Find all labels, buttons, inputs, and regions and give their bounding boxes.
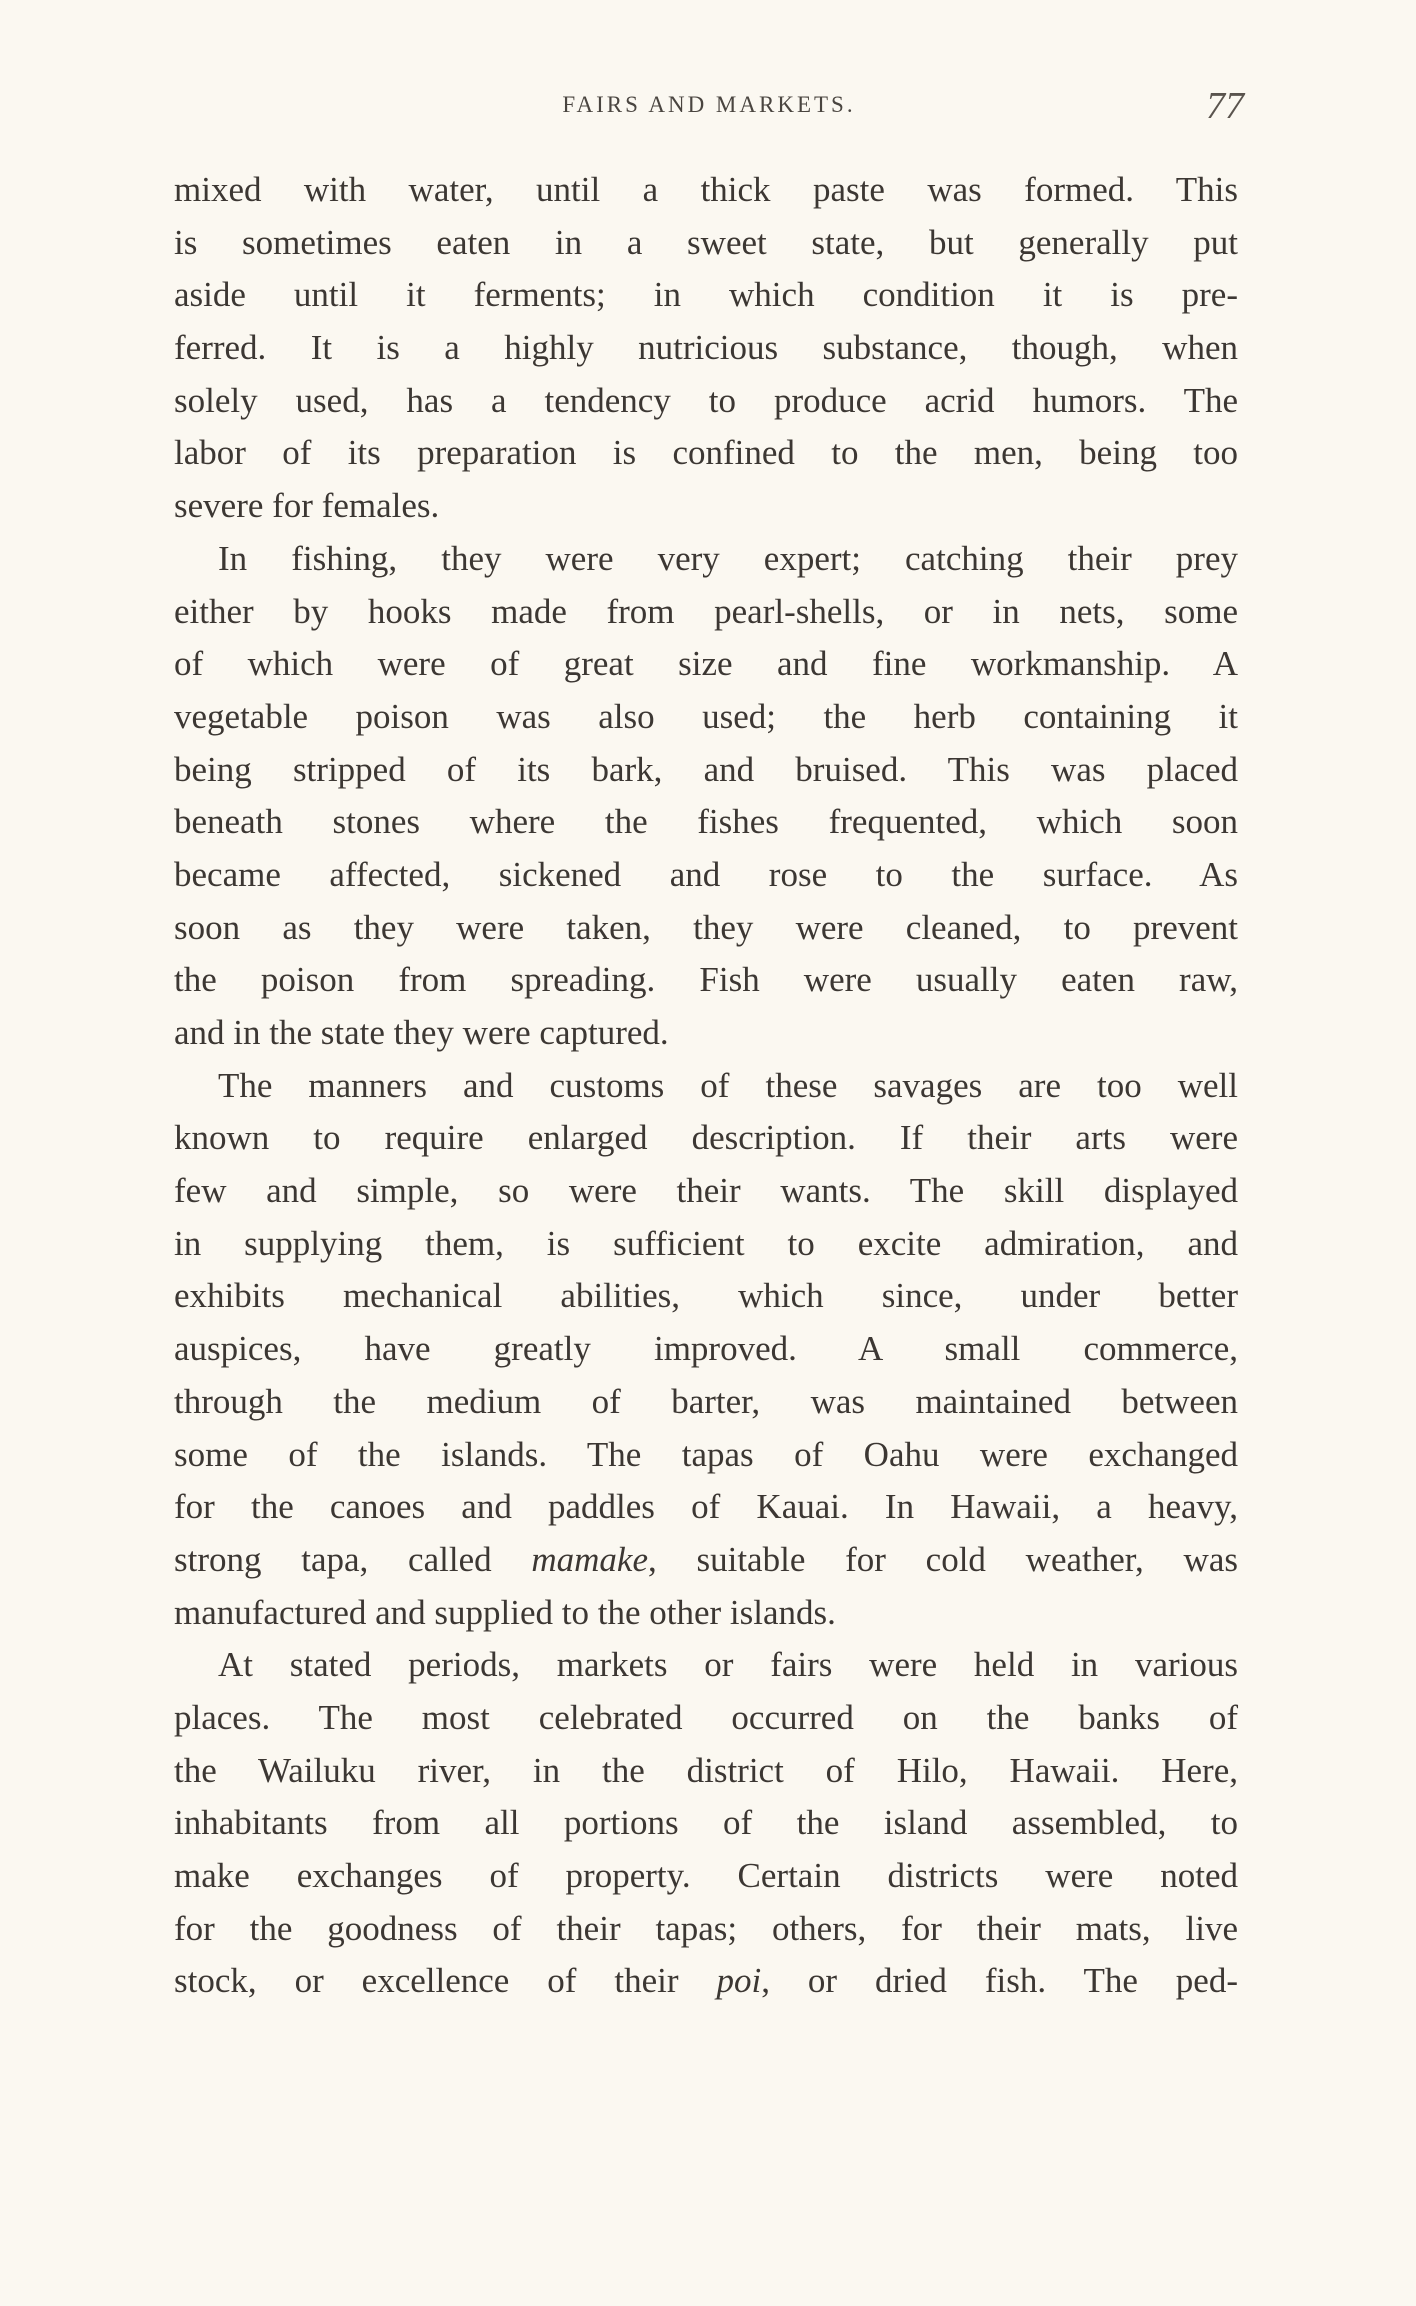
chapter-running-title: FAIRS AND MARKETS. <box>562 92 856 117</box>
body-text <box>174 164 1238 2008</box>
text-line: became affected, sickened and rose to the surface. As <box>174 854 1238 894</box>
text-line: At stated periods, markets or fairs were held in various <box>218 1645 1238 1685</box>
text-line: and in the state they were captured. <box>174 1013 669 1052</box>
text-line: In fishing, they were very expert; catching their prey <box>218 538 1238 578</box>
text-line: in supplying them, is sufficient to excite admiration, and <box>174 1223 1238 1263</box>
text-line: some of the islands. The tapas of Oahu were exchanged <box>174 1434 1238 1474</box>
text-line: known to require enlarged description. If their arts were <box>174 1118 1238 1158</box>
text-line: solely used, has a tendency to produce acrid humors. The <box>174 380 1238 420</box>
text-line: for the canoes and paddles of Kauai. In Hawaii, a heavy, <box>174 1487 1238 1527</box>
text-line: beneath stones where the fishes frequented, which soon <box>174 802 1238 842</box>
text-line: auspices, have greatly improved. A small commerce, <box>174 1329 1238 1369</box>
text-line: labor of its preparation is confined to the men, being too <box>174 433 1238 473</box>
text-line: is sometimes eaten in a sweet state, but generally put <box>174 222 1238 262</box>
text-line: through the medium of barter, was maintained between <box>174 1381 1238 1421</box>
text-line: exhibits mechanical abilities, which since, under better <box>174 1276 1238 1316</box>
paragraph <box>174 1060 1238 1640</box>
text-line: manufactured and supplied to the other islands. <box>174 1592 836 1632</box>
paragraph <box>174 1639 1238 2008</box>
text-line: mixed with water, until a thick paste was formed. This <box>174 170 1238 209</box>
page-number: 77 <box>1206 85 1244 127</box>
text-line: aside until it ferments; in which condition it is pre- <box>174 275 1238 315</box>
text-line: the Wailuku river, in the district of Hilo, Hawaii. Here, <box>174 1750 1238 1790</box>
text-line: for the goodness of their tapas; others, for their mats, live <box>174 1908 1238 1948</box>
text-line-with-italic <box>174 1955 1238 2008</box>
text-line: the poison from spreading. Fish were usually eaten raw, <box>174 960 1238 1000</box>
paragraph <box>174 164 1238 533</box>
text-line: make exchanges of property. Certain districts were noted <box>174 1856 1238 1895</box>
text-line: places. The most celebrated occurred on the banks of <box>174 1697 1238 1737</box>
text-segment: strong tapa, called <box>174 1539 532 1579</box>
text-line: either by hooks made from pearl-shells, or in nets, some <box>174 591 1238 631</box>
text-line: severe for females. <box>174 486 440 526</box>
text-segment: , or dried fish. The ped- <box>761 1961 1239 2001</box>
text-segment: stock, or excellence of their <box>174 1961 717 2001</box>
text-line: being stripped of its bark, and bruised. This was placed <box>174 749 1238 789</box>
text-line-with-italic <box>174 1534 1238 1587</box>
paragraph <box>174 533 1238 1060</box>
italic-term: poi <box>716 1961 762 2001</box>
text-line: few and simple, so were their wants. The skill displayed <box>174 1171 1238 1211</box>
text-line: inhabitants from all portions of the island assembled, to <box>174 1803 1238 1843</box>
text-segment: , suitable for cold weather, was <box>647 1539 1238 1579</box>
running-head <box>174 85 1244 132</box>
text-line: The manners and customs of these savages are too well <box>218 1065 1238 1105</box>
text-line: soon as they were taken, they were cleaned, to prevent <box>174 907 1238 947</box>
italic-term: mamake <box>531 1539 648 1579</box>
text-line: ferred. It is a highly nutricious substance, though, when <box>174 328 1238 368</box>
text-line: of which were of great size and fine workmanship. A <box>174 644 1238 684</box>
text-line: vegetable poison was also used; the herb containing it <box>174 696 1238 736</box>
